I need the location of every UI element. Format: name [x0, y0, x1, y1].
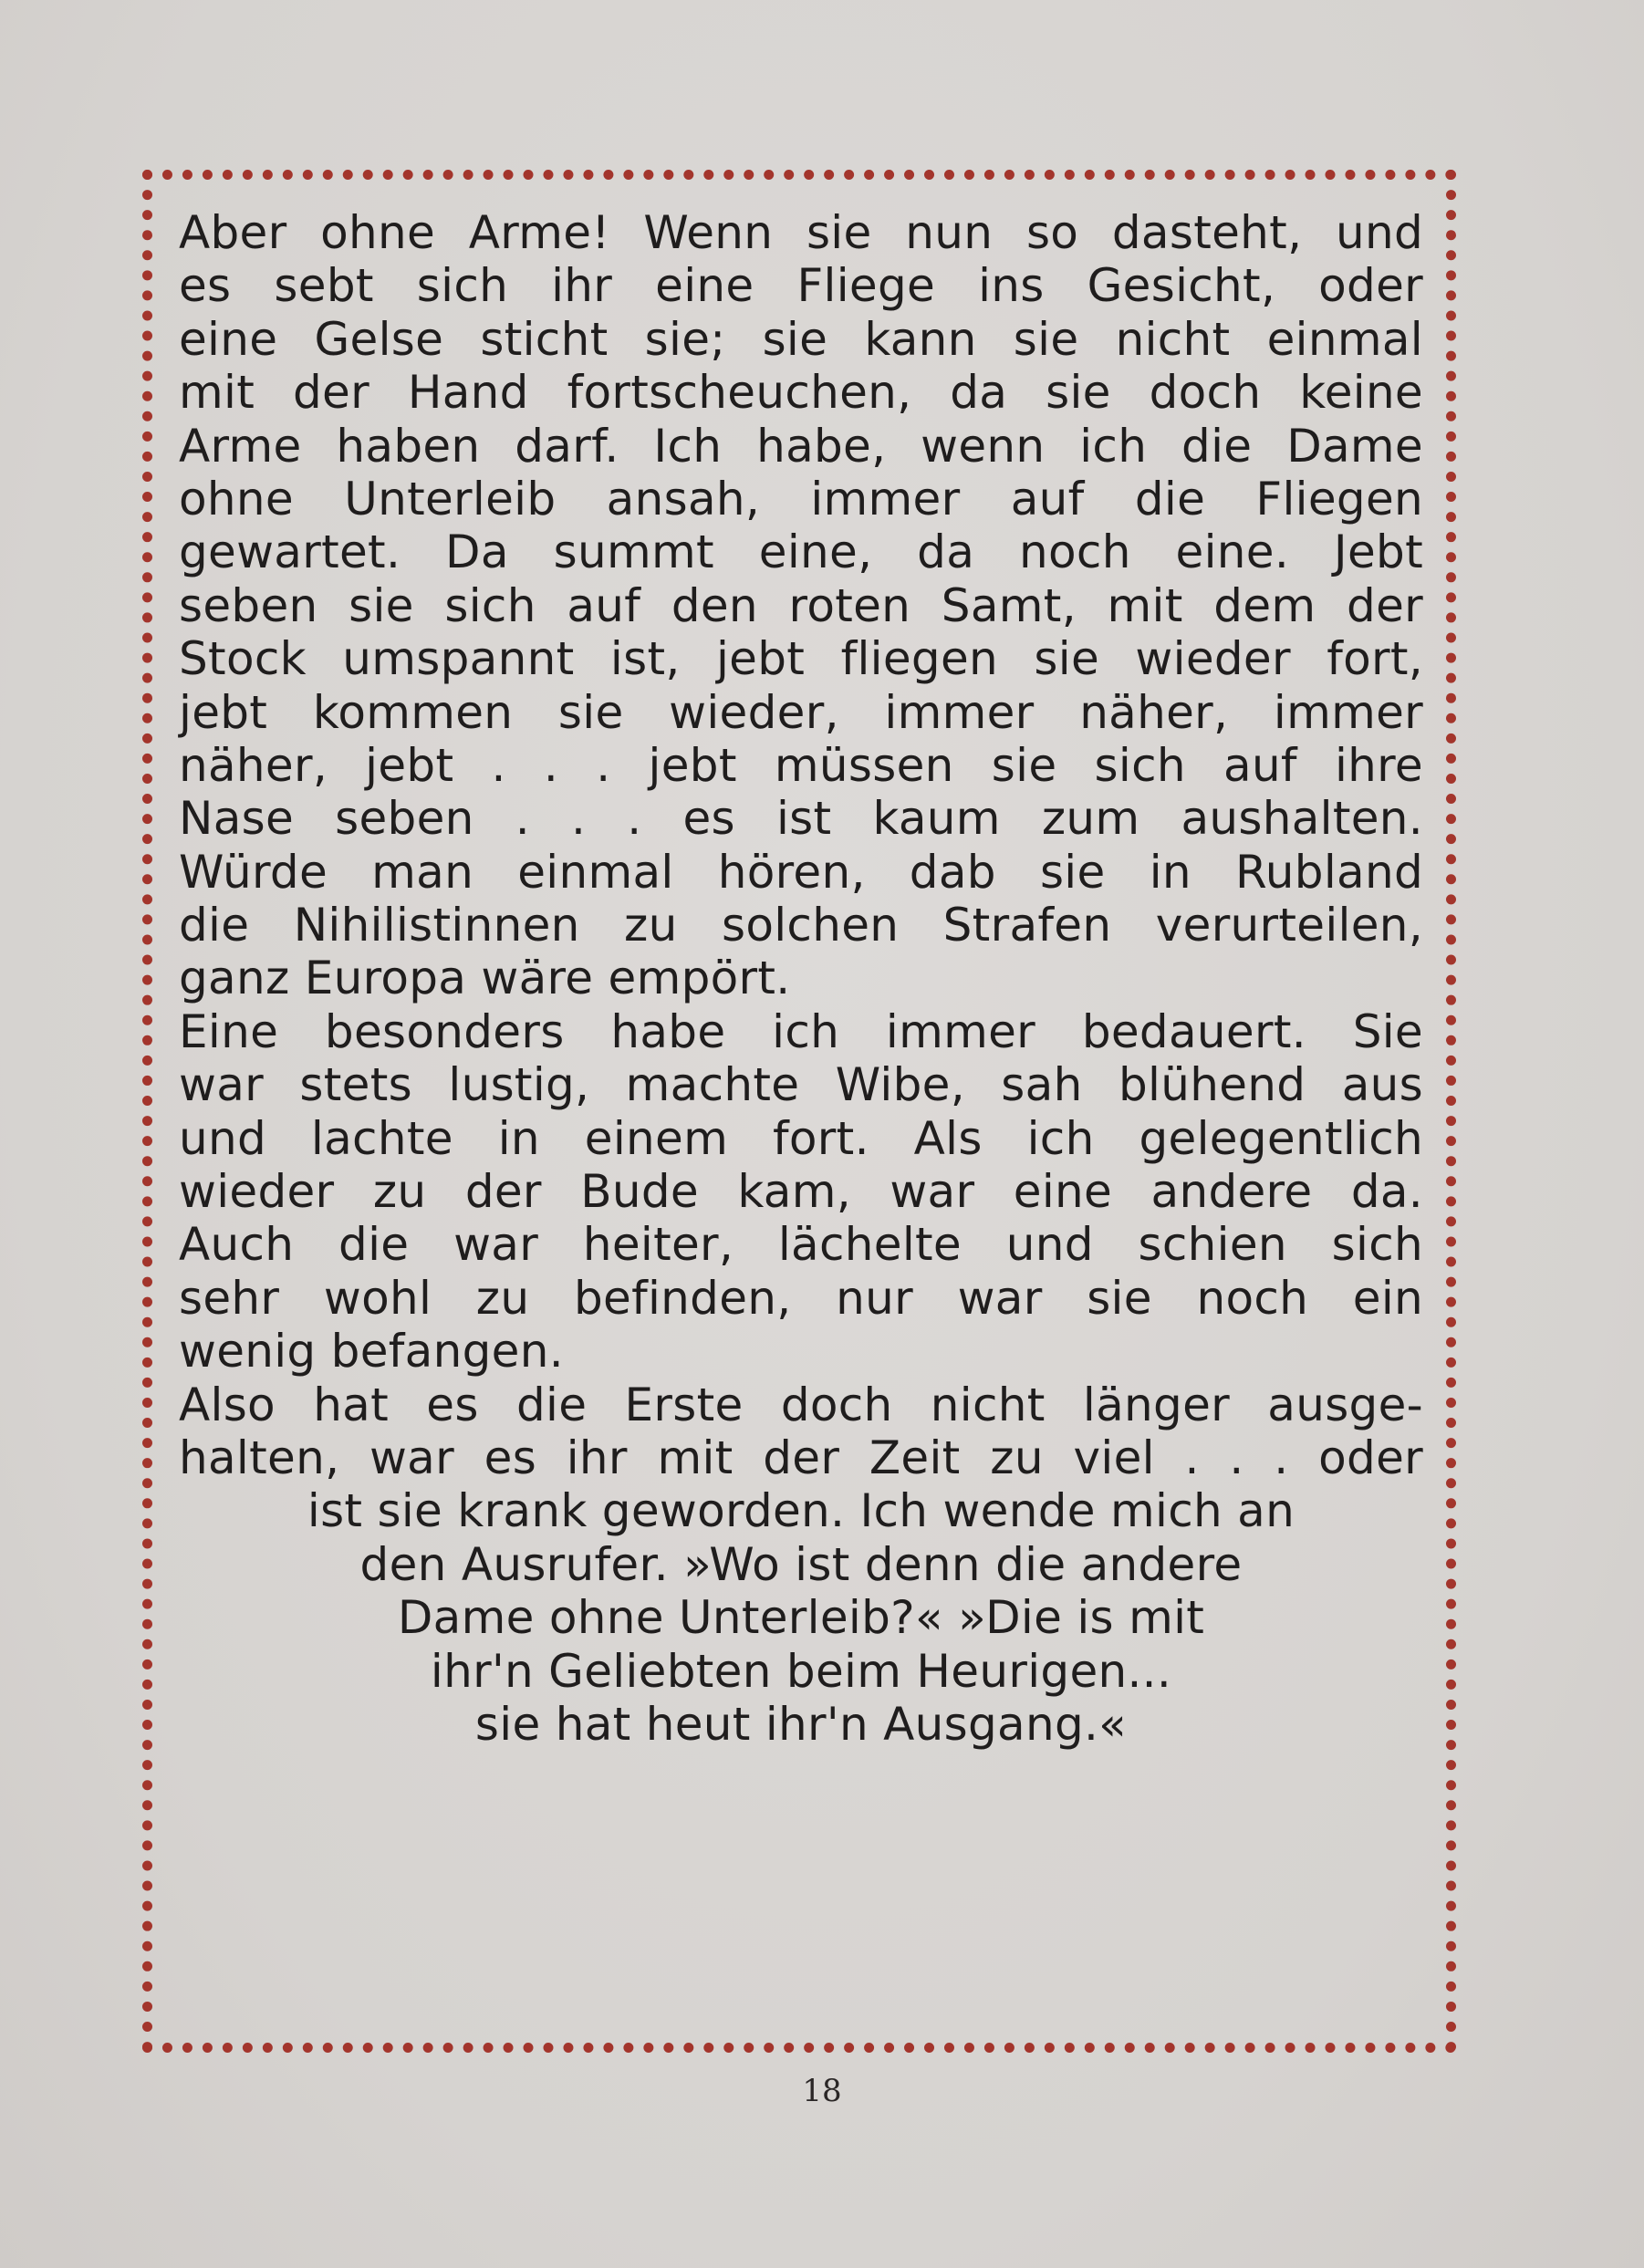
text-line: wenig befangen. — [179, 1325, 564, 1378]
text-line: wieder zu der Bude kam, war eine andere da. — [179, 1165, 1423, 1219]
text-line: Nase seben . . . es ist kaum zum aushalten. — [179, 792, 1423, 846]
text-line: ohne Unterleib ansah, immer auf die Fliegen — [179, 472, 1423, 525]
text-line: ganz Europa wäre empört. — [179, 952, 791, 1005]
text-line: näher, jebt . . . jebt müssen sie sich auf ihre — [179, 738, 1423, 792]
text-line: Würde man einmal hören, dab sie in Rubland — [179, 845, 1423, 899]
text-line: Also hat es die Erste doch nicht länger ausge- — [179, 1378, 1423, 1431]
text-line: sie hat heut ihr'n Ausgang.« — [474, 1697, 1128, 1751]
text-line: den Ausrufer. »Wo ist denn die andere — [359, 1537, 1243, 1591]
text-line: ihr'n Geliebten beim Heurigen... — [430, 1644, 1172, 1698]
text-line: sehr wohl zu befinden, nur war sie noch ein — [179, 1271, 1423, 1325]
body-text — [179, 206, 1423, 1751]
text-line: Stock umspannt ist, jebt fliegen sie wieder fort, — [179, 632, 1423, 686]
text-line: war stets lustig, machte Wibe, sah blühend aus — [179, 1058, 1423, 1112]
text-line: seben sie sich auf den roten Samt, mit dem der — [179, 578, 1423, 632]
text-line: halten, war es ihr mit der Zeit zu viel . . . oder — [179, 1431, 1423, 1484]
text-line: mit der Hand fortscheuchen, da sie doch keine — [179, 366, 1423, 420]
text-line: es sebt sich ihr eine Fliege ins Gesicht, oder — [179, 259, 1423, 313]
text-line: eine Gelse sticht sie; sie kann sie nicht einmal — [179, 312, 1423, 366]
text-line: gewartet. Da summt eine, da noch eine. Jebt — [179, 525, 1423, 579]
text-line: ist sie krank geworden. Ich wende mich an — [307, 1484, 1295, 1538]
page-number: 18 — [802, 2073, 842, 2109]
text-line: Eine besonders habe ich immer bedauert. Sie — [179, 1004, 1423, 1058]
text-line: Dame ohne Unterleib?« »Die is mit — [397, 1591, 1205, 1645]
text-line: die Nihilistinnen zu solchen Strafen verurteilen, — [179, 899, 1423, 952]
text-line: jebt kommen sie wieder, immer näher, immer — [179, 685, 1423, 739]
text-line: Aber ohne Arme! Wenn sie nun so dasteht, und — [179, 206, 1423, 259]
text-line: Arme haben darf. Ich habe, wenn ich die Dame — [179, 419, 1423, 473]
text-line: Auch die war heiter, lächelte und schien sich — [179, 1218, 1423, 1272]
text-line: und lachte in einem fort. Als ich gelegentlich — [179, 1111, 1423, 1165]
